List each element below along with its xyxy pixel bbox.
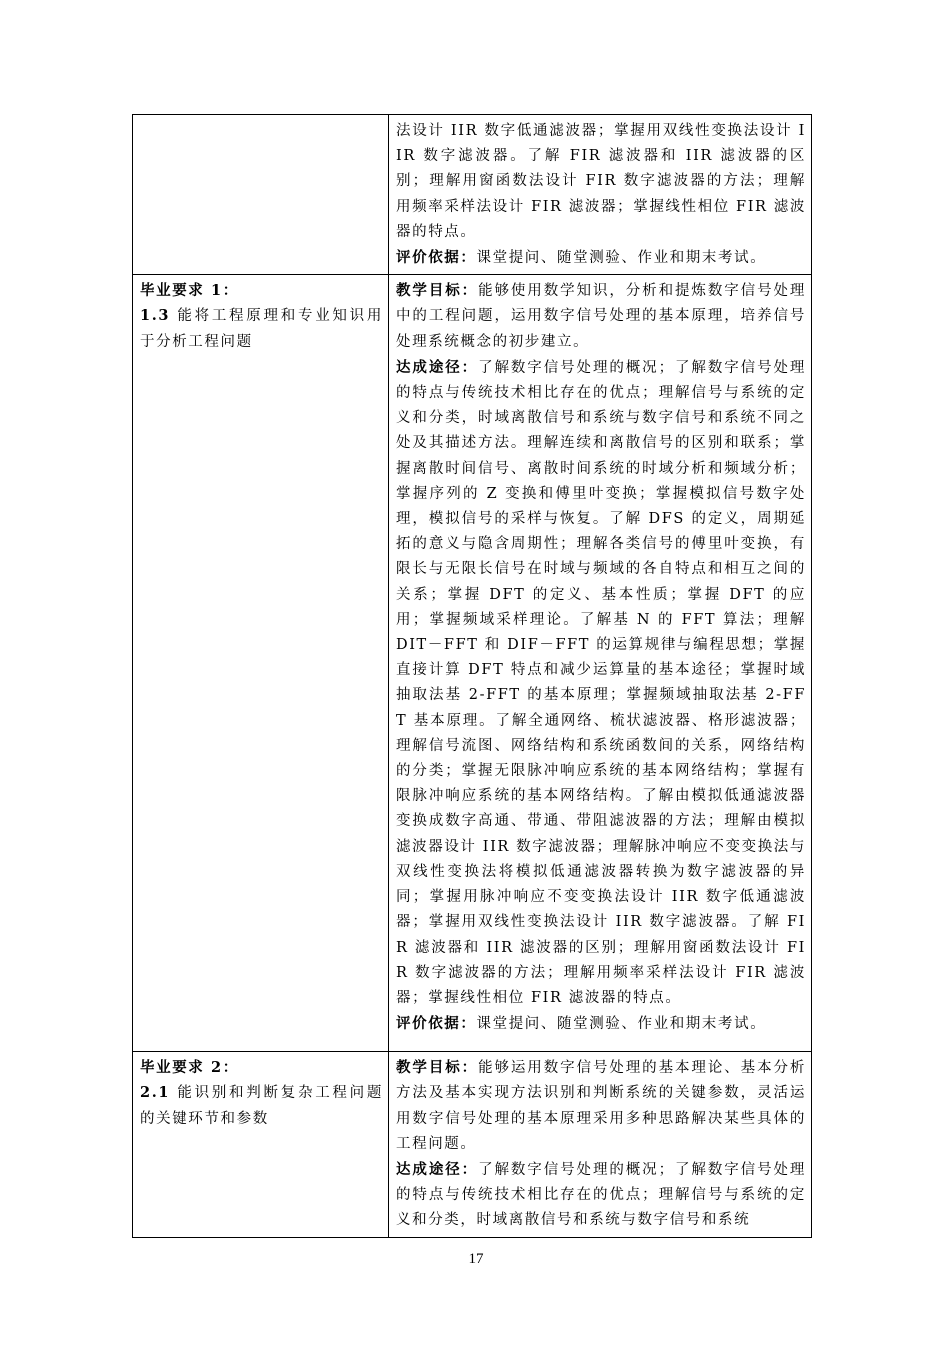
approach-label: 达成途径：: [396, 1161, 479, 1179]
table-row: [133, 275, 812, 1052]
teaching-goal-label: 教学目标：: [396, 1059, 479, 1077]
paragraph: 达成途径：了解数字信号处理的概况；了解数字信号处理的特点与传统技术相比存在的优点；理解信号与系统的定义和分类，时域离散信号和系统与数字信号和系统不同之处及其描述方法。理解连续和离散信号的区别和联系；掌握离散时间信号、离散时间系统的时域分析和频域分析；掌握序列的 Z 变换和傅里叶变换；掌握模拟信号数字处理，模拟信号的采样与恢复。了解 DFS 的定义，周期延拓的意义与隐含周期性；理解各类信号的傅里叶变换，有限长与无限长信号在时域与频域的各自特点和相互之间的关系；掌握 DFT 的定义、基本性质；掌握 DFT 的应用；掌握频域采样理论。了解基 N 的 FFT 算法；理解 DIT－FFT 和 DIF－FFT 的运算规律与编程思想；掌握直接计算 DFT 特点和减少运算量的基本途径；掌握时域抽取法基 2-FFT 的基本原理；掌握频域抽取法基 2-FFT 基本原理。了解全通网络、梳状滤波器、格形滤波器；理解信号流图、网络结构和系统函数间的关系，网络结构的分类；掌握无限脉冲响应系统的基本网络结构；掌握有限脉冲响应系统的基本网络结构。了解由模拟低通滤波器变换成数字高通、带通、带阻滤波器的方法；理解由模拟滤波器设计 IIR 数字滤波器；理解脉冲响应不变变换法与双线性变换法将模拟低通滤波器转换为数字滤波器的异同；掌握用脉冲响应不变变换法设计 IIR 数字低通滤波器；掌握用双线性变换法设计 IIR 数字滤波器。了解 FIR 滤波器和 IIR 滤波器的区别；理解用窗函数法设计 FIR 数字滤波器的方法；理解用频率采样法设计 FIR 滤波器；掌握线性相位 FIR 滤波器的特点。: [396, 358, 806, 1006]
requirement-title: 毕业要求 1：: [140, 282, 239, 300]
paragraph: 法设计 IIR 数字低通滤波器；掌握用双线性变换法设计 IIR 数字滤波器。了解 FIR 滤波器和 IIR 滤波器的区别；理解用窗函数法设计 FIR 数字滤波器的方法；理解用频率采样法设计 FIR 滤波器；掌握线性相位 FIR 滤波器的特点。: [396, 123, 806, 240]
page-number: 17: [468, 1251, 484, 1267]
requirement-cell: [133, 1052, 389, 1237]
approach-label: 达成途径：: [396, 358, 479, 376]
teaching-goal-label: 教学目标：: [396, 282, 479, 300]
paragraph: 评价依据：课堂提问、随堂测验、作业和期末考试。: [396, 249, 767, 267]
requirement-title: 毕业要求 2：: [140, 1059, 239, 1077]
description-cell: [389, 1052, 812, 1237]
paragraph: 达成途径：了解数字信号处理的概况；了解数字信号处理的特点与传统技术相比存在的优点；理解信号与系统的定义和分类，时域离散信号和系统与数字信号和系统: [396, 1161, 806, 1229]
requirement-cell: [133, 115, 389, 275]
requirement-body: 2.1 能识别和判断复杂工程问题的关键环节和参数: [140, 1084, 383, 1127]
paragraph: 教学目标：能够运用数字信号处理的基本理论、基本分析方法及基本实现方法识别和判断系统的关键参数，灵活运用数字信号处理的基本原理采用多种思路解决某些具体的工程问题。: [396, 1059, 806, 1152]
evaluation-label: 评价依据：: [396, 1015, 477, 1033]
description-cell: [389, 115, 812, 275]
requirement-body: 1.3 能将工程原理和专业知识用于分析工程问题: [140, 307, 383, 350]
description-cell: [389, 275, 812, 1052]
table-row: [133, 115, 812, 275]
requirement-cell: [133, 275, 389, 1052]
paragraph: 评价依据：课堂提问、随堂测验、作业和期末考试。: [396, 1015, 767, 1033]
paragraph: 教学目标：能够使用数学知识，分析和提炼数字信号处理中的工程问题，运用数字信号处理的基本原理，培养信号处理系统概念的初步建立。: [396, 282, 806, 350]
requirements-table: [132, 114, 812, 1238]
evaluation-label: 评价依据：: [396, 249, 477, 267]
table-row: [133, 1052, 812, 1237]
